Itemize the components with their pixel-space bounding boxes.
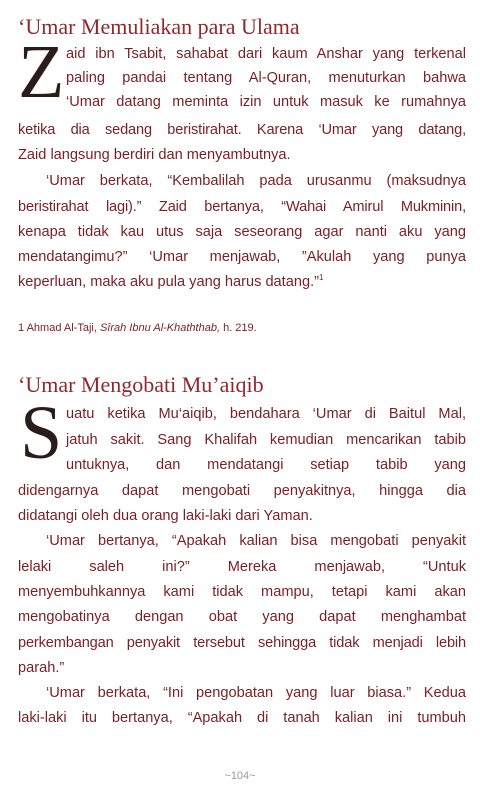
paragraph-line: mendatangimu?” ‘Umar menjawab, ”Akulah yang punya	[18, 249, 466, 265]
paragraph-line: didengarnya dapat mengobati penyakitnya, hingga dia	[18, 483, 466, 499]
footnote-title: Sîrah Ibnu Al-Khaththab,	[99, 322, 221, 334]
drop-cap-z: Z	[18, 30, 65, 114]
paragraph-line: lelaki saleh ini?” Mereka menjawab, “Untuk	[18, 559, 466, 575]
paragraph-line: ‘Umar berkata, “Ini pengobatan yang luar biasa.” Kedua	[46, 685, 466, 701]
paragraph-line: mengobatinya dengan obat yang dapat menghambat	[18, 609, 466, 625]
paragraph-line: ‘Umar bertanya, “Apakah kalian bisa mengobati penyakit	[46, 533, 466, 549]
footnote	[18, 322, 257, 334]
section-heading-umar-mengobati: ‘Umar Mengobati Mu’aiqib	[18, 372, 264, 397]
paragraph-line-with-footnote	[18, 272, 466, 292]
paragraph-line: kenapa tidak kau utus saja seseorang agar nanti aku yang	[18, 224, 466, 240]
paragraph-line: ketika dia sedang beristirahat. Karena ‘Umar yang datang,	[18, 122, 466, 138]
footnote-author: Ahmad Al-Taji,	[26, 322, 97, 334]
section-heading-umar-memuliakan: ‘Umar Memuliakan para Ulama	[18, 14, 300, 39]
paragraph-line: perkembangan penyakit tersebut sehingga tidak menjadi lebih	[18, 635, 466, 651]
footnote-number: 1	[18, 322, 25, 334]
paragraph-text: keperluan, maka aku pula yang harus datang.”	[18, 274, 319, 290]
paragraph-line: didatangi oleh dua orang laki-laki dari Yaman.	[18, 508, 313, 524]
footnote-marker: 1	[319, 273, 324, 283]
paragraph-line: paling pandai tentang Al-Quran, menuturkan bahwa	[66, 70, 466, 86]
page-number: ~104~	[224, 770, 256, 782]
paragraph-line: beristirahat lagi).” Zaid bertanya, “Wahai Amirul Mukminin,	[18, 199, 466, 215]
drop-cap-s: S	[20, 391, 63, 475]
paragraph-line: ‘Umar berkata, “Kembalilah pada urusanmu (maksudnya	[46, 173, 466, 189]
paragraph-line: aid ibn Tsabit, sahabat dari kaum Anshar yang terkenal	[66, 46, 466, 62]
paragraph-line: ‘Umar datang meminta izin untuk masuk ke rumahnya	[66, 94, 466, 110]
paragraph-line: Zaid langsung berdiri dan menyambutnya.	[18, 147, 291, 163]
paragraph-line: untuknya, dan mendatangi setiap tabib yang	[66, 457, 466, 473]
paragraph-line: menyembuhkannya kami tidak mampu, tetapi kami akan	[18, 584, 466, 600]
paragraph-line: laki-laki itu bertanya, “Apakah di tanah kalian ini tumbuh	[18, 710, 466, 726]
paragraph-line: jatuh sakit. Sang Khalifah kemudian mencarikan tabib	[66, 432, 466, 448]
footnote-page: h. 219.	[223, 322, 257, 334]
paragraph-line: uatu ketika Mu‘aiqib, bendahara ‘Umar di Baitul Mal,	[66, 406, 466, 422]
paragraph-line: parah.”	[18, 660, 65, 676]
